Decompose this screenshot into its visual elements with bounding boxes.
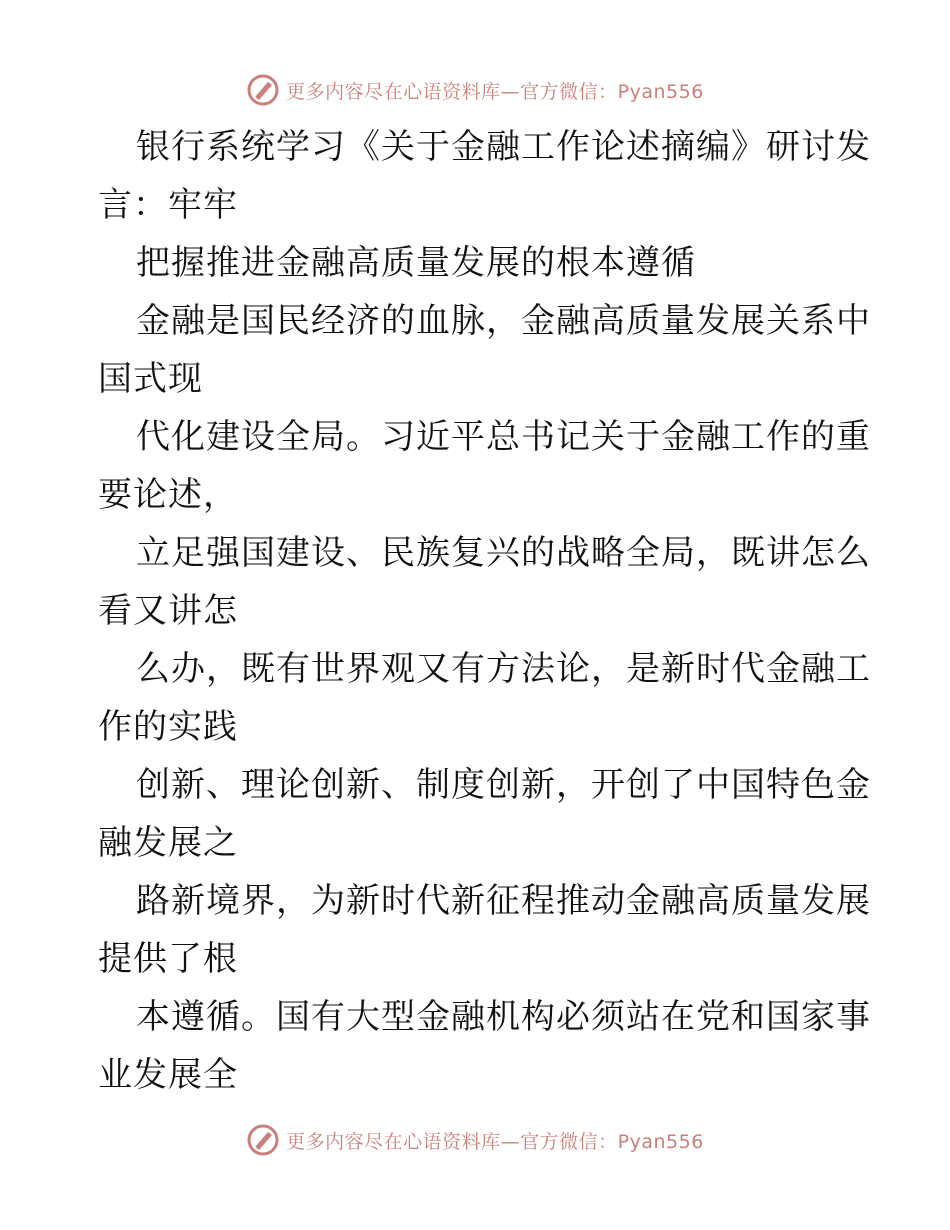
text-line: 本遵循。国有大型金融机构必须站在党和国家事 bbox=[136, 997, 871, 1037]
text-line: 么办，既有世界观又有方法论，是新时代金融工 bbox=[136, 649, 871, 689]
text-line: 立足强国建设、民族复兴的战略全局，既讲怎么 bbox=[136, 533, 871, 573]
text-line: 作的实践 bbox=[98, 707, 238, 747]
document-body bbox=[98, 118, 871, 1104]
header-banner-inner bbox=[246, 73, 704, 107]
pen-emblem-icon bbox=[246, 1123, 280, 1157]
text-line: 要论述， bbox=[98, 475, 238, 515]
text-line: 代化建设全局。习近平总书记关于金融工作的重 bbox=[136, 417, 871, 457]
text-line: 言：牢牢 bbox=[98, 185, 238, 225]
text-line: 融发展之 bbox=[98, 823, 238, 863]
footer-banner bbox=[0, 1120, 950, 1160]
text-line: 银行系统学习《关于金融工作论述摘编》研讨发 bbox=[136, 127, 871, 167]
footer-banner-inner bbox=[246, 1123, 704, 1157]
footer-banner-text: 更多内容尽在心语资料库—官方微信：Pyan556 bbox=[286, 1130, 704, 1153]
text-line: 国式现 bbox=[98, 359, 203, 399]
header-banner-text: 更多内容尽在心语资料库—官方微信：Pyan556 bbox=[286, 80, 704, 103]
text-line: 创新、理论创新、制度创新，开创了中国特色金 bbox=[136, 765, 871, 805]
text-line: 提供了根 bbox=[98, 939, 238, 979]
pen-emblem-icon bbox=[246, 73, 280, 107]
text-line: 看又讲怎 bbox=[98, 591, 238, 631]
header-banner bbox=[0, 70, 950, 110]
text-line: 把握推进金融高质量发展的根本遵循 bbox=[136, 243, 696, 283]
text-line: 业发展全 bbox=[98, 1055, 238, 1095]
text-line: 路新境界，为新时代新征程推动金融高质量发展 bbox=[136, 881, 871, 921]
text-line: 金融是国民经济的血脉，金融高质量发展关系中 bbox=[136, 301, 871, 341]
